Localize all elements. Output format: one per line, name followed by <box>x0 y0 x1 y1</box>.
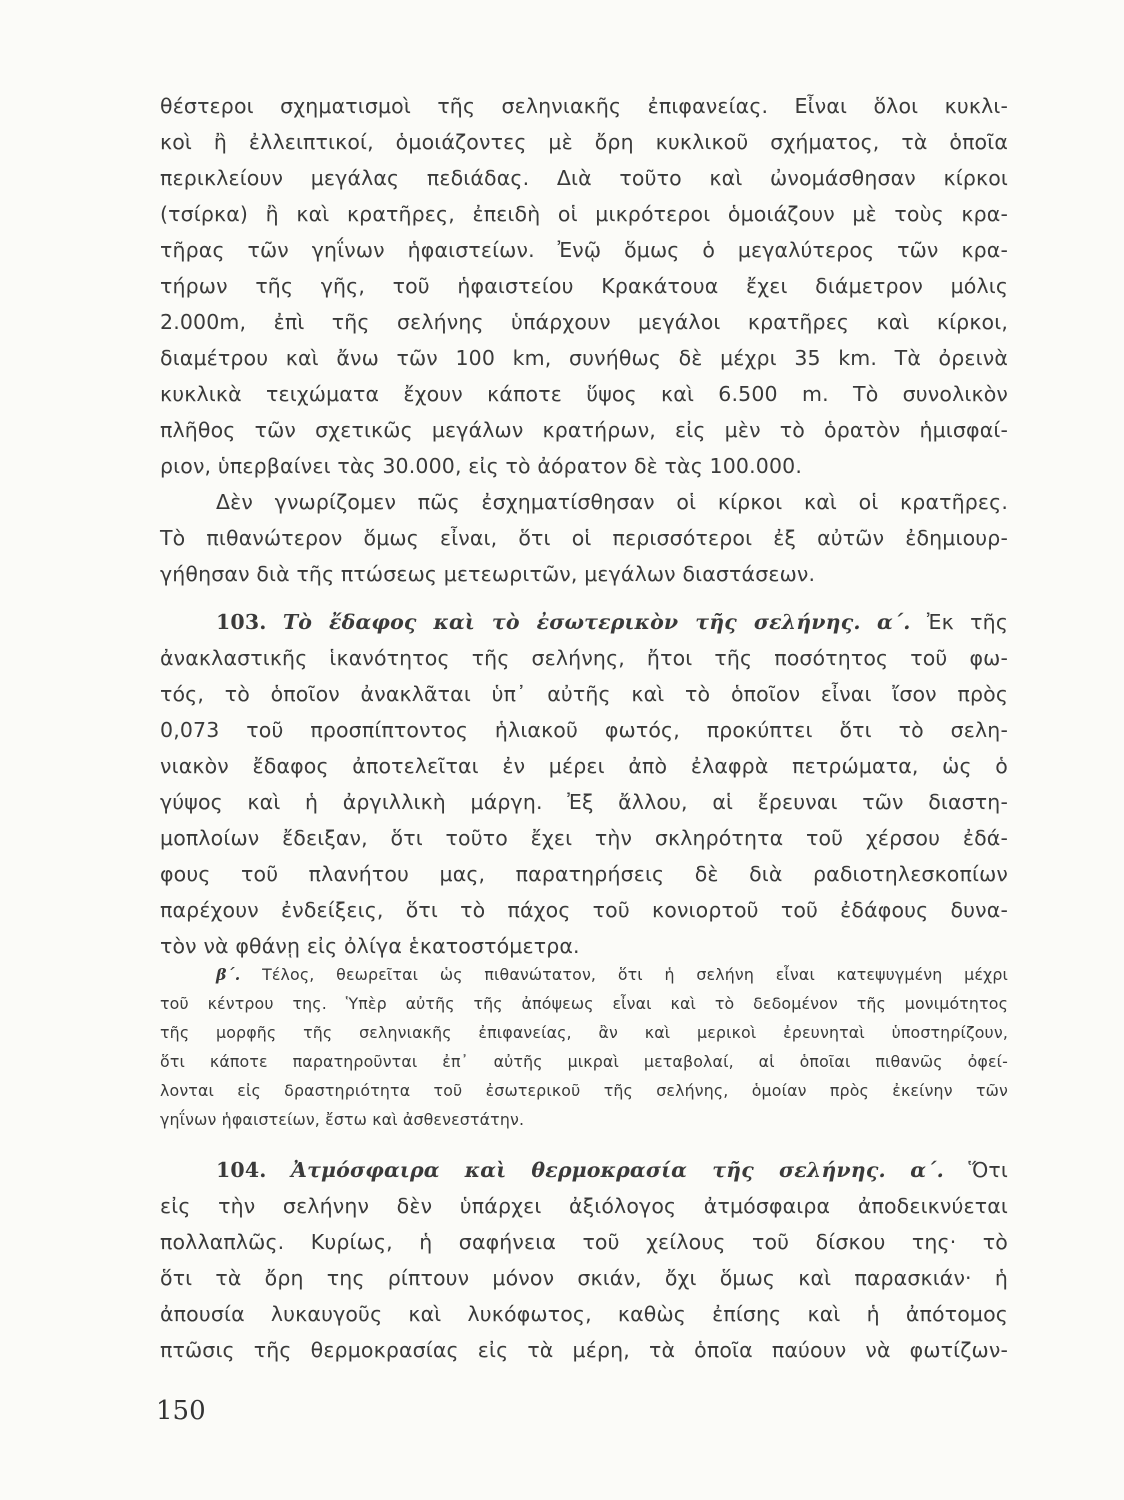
text-line: Τὸ πιθανώτερον ὅμως εἶναι, ὅτι οἱ περισσότεροι ἐξ αὐτῶν ἐδημιουρ- <box>160 526 1008 550</box>
text-fragment: Τέλος, θεωρεῖται ὡς πιθανώτατον, ὅτι ἡ σελήνη εἶναι κατεψυγμένη μέχρι <box>262 965 1008 984</box>
text-line: κυκλικὰ τειχώματα ἔχουν κάποτε ὕψος καὶ 6.500 m. Τὸ συνολικὸν <box>160 382 1008 406</box>
text-line: θέστεροι σχηματισμοὶ τῆς σεληνιακῆς ἐπιφανείας. Εἶναι ὅλοι κυκλι- <box>160 94 1008 118</box>
text-line: περικλείουν μεγάλας πεδιάδας. Διὰ τοῦτο καὶ ὠνομάσθησαν κίρκοι <box>160 166 1008 190</box>
text-line: γήθησαν διὰ τῆς πτώσεως μετεωριτῶν, μεγάλων διαστάσεων. <box>160 562 816 586</box>
text-line: τός, τὸ ὁποῖον ἀνακλᾶται ὑπ᾽ αὐτῆς καὶ τὸ ὁποῖον εἶναι ἴσον πρὸς <box>160 682 1008 706</box>
text-line: (τσίρκα) ἢ καὶ κρατῆρες, ἐπειδὴ οἱ μικρότεροι ὁμοιάζουν μὲ τοὺς κρα- <box>160 202 1008 226</box>
text-line: ἀνακλαστικῆς ἱκανότητος τῆς σελήνης, ἤτοι τῆς ποσότητος τοῦ φω- <box>160 646 1008 670</box>
text-line: ὅτι τὰ ὄρη της ρίπτουν μόνον σκιάν, ὄχι ὅμως καὶ παρασκιάν· ἡ <box>160 1266 1008 1290</box>
text-line: Δὲν γνωρίζομεν πῶς ἐσχηματίσθησαν οἱ κίρκοι καὶ οἱ κρατῆρες. <box>216 490 1008 514</box>
text-line: μοπλοίων ἔδειξαν, ὅτι τοῦτο ἔχει τὴν σκληρότητα τοῦ χέρσου ἐδά- <box>160 826 1008 850</box>
text-line: τοῦ κέντρου της. Ὑπὲρ αὐτῆς τῆς ἀπόψεως εἶναι καὶ τὸ δεδομένον τῆς μονιμότητος <box>160 994 1008 1013</box>
text-line <box>160 960 1008 989</box>
text-line: κοὶ ἢ ἐλλειπτικοί, ὁμοιάζοντες μὲ ὄρη κυκλικοῦ σχήματος, τὰ ὁποῖα <box>160 130 1008 154</box>
text-fragment: Ἐκ τῆς <box>926 610 1008 634</box>
text-line: πτῶσις τῆς θερμοκρασίας εἰς τὰ μέρη, τὰ ὁποῖα παύουν νὰ φωτίζων- <box>160 1338 1008 1362</box>
text-line: νιακὸν ἔδαφος ἀποτελεῖται ἐν μέρει ἀπὸ ἐλαφρὰ πετρώματα, ὡς ὁ <box>160 754 1008 778</box>
text-fragment: Ὅτι <box>968 1158 1008 1182</box>
section-103-beta <box>160 960 1008 1134</box>
text-line: 2.000m, ἐπὶ τῆς σελήνης ὑπάρχουν μεγάλοι κρατῆρες καὶ κίρκοι, <box>160 310 1008 334</box>
text-line: τὸν νὰ φθάνῃ εἰς ὀλίγα ἑκατοστόμετρα. <box>160 934 580 958</box>
text-line: τήρων τῆς γῆς, τοῦ ἡφαιστείου Κρακάτουα ἔχει διάμετρον μόλις <box>160 274 1008 298</box>
text-line: ριον, ὑπερβαίνει τὰς 30.000, εἰς τὸ ἀόρατον δὲ τὰς 100.000. <box>160 454 803 478</box>
subpart-label: α΄. <box>910 1158 944 1182</box>
text-line: φους τοῦ πλανήτου μας, παρατηρήσεις δὲ διὰ ραδιοτηλεσκοπίων <box>160 862 1008 886</box>
page-number: 150 <box>156 1396 206 1426</box>
section-title: Ἀτμόσφαιρα καὶ θερμοκρασία τῆς σελήνης. <box>291 1158 886 1182</box>
text-line: πλῆθος τῶν σχετικῶς μεγάλων κρατήρων, εἰς μὲν τὸ ὁρατὸν ἡμισφαί- <box>160 418 1008 442</box>
subpart-label: α΄. <box>876 610 911 634</box>
section-103 <box>160 604 1008 964</box>
text-line: τῆρας τῶν γηΐνων ἡφαιστείων. Ἐνῷ ὅμως ὁ μεγαλύτερος τῶν κρα- <box>160 238 1008 262</box>
text-line: εἰς τὴν σελήνην δὲν ὑπάρχει ἀξιόλογος ἀτμόσφαιρα ἀποδεικνύεται <box>160 1194 1008 1218</box>
text-line: διαμέτρου καὶ ἄνω τῶν 100 km, συνήθως δὲ μέχρι 35 km. Τὰ ὀρεινὰ <box>160 346 1008 370</box>
section-number: 103. <box>216 610 267 634</box>
text-line: παρέχουν ἐνδείξεις, ὅτι τὸ πάχος τοῦ κονιορτοῦ τοῦ ἐδάφους δυνα- <box>160 898 1008 922</box>
text-line: ὅτι κάποτε παρατηροῦνται ἐπ᾽ αὐτῆς μικραὶ μεταβολαί, αἱ ὁποῖαι πιθανῶς ὀφεί- <box>160 1052 1008 1071</box>
paragraph-craters-description <box>160 88 1008 484</box>
section-heading-line <box>160 604 1008 640</box>
text-line: πολλαπλῶς. Κυρίως, ἡ σαφήνεια τοῦ χείλους τοῦ δίσκου της· τὸ <box>160 1230 1008 1254</box>
text-line: τῆς μορφῆς τῆς σεληνιακῆς ἐπιφανείας, ἂν καὶ μερικοὶ ἐρευνηταὶ ὑποστηρίζουν, <box>160 1023 1008 1042</box>
section-heading-line <box>160 1152 1008 1188</box>
section-number: 104. <box>216 1158 267 1182</box>
text-line: ἀπουσία λυκαυγοῦς καὶ λυκόφωτος, καθὼς ἐπίσης καὶ ἡ ἀπότομος <box>160 1302 1008 1326</box>
text-line: γηΐνων ἡφαιστείων, ἔστω καὶ ἀσθενεστάτην. <box>160 1110 525 1129</box>
paragraph-crater-origin <box>160 484 1008 592</box>
text-line: γύψος καὶ ἡ ἀργιλλικὴ μάργη. Ἐξ ἄλλου, αἱ ἔρευναι τῶν διαστη- <box>160 790 1008 814</box>
section-104 <box>160 1152 1008 1368</box>
subpart-label: β΄. <box>216 965 241 984</box>
text-line: 0,073 τοῦ προσπίπτοντος ἡλιακοῦ φωτός, προκύπτει ὅτι τὸ σελη- <box>160 718 1008 742</box>
section-title: Τὸ ἔδαφος καὶ τὸ ἐσωτερικὸν τῆς σελήνης. <box>282 610 861 634</box>
text-line: λονται εἰς δραστηριότητα τοῦ ἐσωτερικοῦ τῆς σελήνης, ὁμοίαν πρὸς ἐκείνην τῶν <box>160 1081 1008 1100</box>
